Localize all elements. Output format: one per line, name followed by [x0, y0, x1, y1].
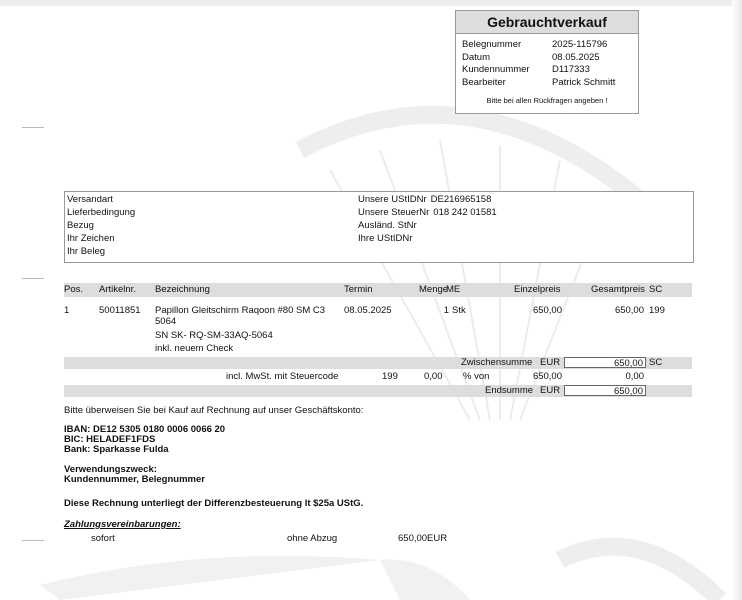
- info-steuernr: Unsere SteuerNr 018 242 01581: [358, 207, 497, 218]
- total-currency: EUR: [540, 385, 561, 396]
- row-desc-line1: Papillon Gleitschirm Raqoon #80 SM C3: [155, 305, 326, 316]
- fold-mark-bottom: [22, 540, 44, 541]
- subtotal-label: Zwischensumme: [461, 357, 533, 368]
- vat-label: incl. MwSt. mit Steuercode: [226, 371, 339, 382]
- info-ihre-ustidnr: Ihre UStIDNr: [358, 233, 413, 244]
- info-right-column: [358, 193, 497, 245]
- row-menge: 1: [443, 305, 449, 316]
- total-band: [64, 385, 692, 397]
- payment-intro: Bitte überweisen Sie bei Kauf auf Rechnung auf unser Geschäftskonto:: [64, 405, 364, 416]
- tax-note: Diese Rechnung unterliegt der Differenzbesteuerung lt $25a UStG.: [64, 498, 364, 509]
- row-termin: 08.05.2025: [344, 305, 392, 316]
- header-note: Bitte bei allen Rückfragen angeben !: [486, 96, 608, 105]
- info-ihr-beleg: Ihr Beleg: [67, 246, 106, 257]
- info-versandart: Versandart: [67, 194, 113, 205]
- info-auslaend-stnr: Ausländ. StNr: [358, 220, 417, 231]
- header-row-datum: Datum 08.05.2025: [462, 51, 600, 63]
- fold-mark-middle: [22, 278, 44, 279]
- col-bezeichnung: Bezeichnung: [155, 284, 210, 295]
- subtotal-sc: SC: [649, 357, 663, 368]
- terms-amount: 650,00EUR: [398, 533, 448, 544]
- fold-mark-top: [22, 127, 44, 128]
- row-desc-serial: SN SK- RQ-SM-33AQ-5064: [155, 330, 273, 341]
- vat-rate: 0,00: [424, 371, 443, 382]
- vat-von: % von: [463, 371, 490, 382]
- row-gesamtpreis: 650,00: [614, 305, 644, 316]
- purpose-value: Kundennummer, Belegnummer: [64, 474, 205, 485]
- row-artikelnr: 50011851: [99, 305, 141, 316]
- col-pos: Pos.: [64, 284, 84, 295]
- col-sc: SC: [649, 284, 663, 295]
- purpose-label: Verwendungszweck:: [64, 464, 157, 475]
- subtotal-currency: EUR: [540, 357, 561, 368]
- header-row-kundennummer: Kundennummer D117333: [462, 64, 590, 75]
- row-pos: 1: [64, 305, 70, 316]
- document-header-box: [455, 10, 639, 114]
- row-me: Stk: [452, 305, 466, 316]
- terms-mode: sofort: [91, 533, 115, 544]
- terms-heading: Zahlungsvereinbarungen:: [64, 519, 181, 530]
- col-me: ME: [446, 284, 461, 295]
- bank-name: Bank: Sparkasse Fulda: [64, 444, 169, 455]
- info-lieferbedingung: Lieferbedingung: [67, 207, 136, 218]
- bank-iban: IBAN: DE12 5305 0180 0006 0066 20: [64, 424, 226, 435]
- top-edge-shade: [0, 0, 742, 6]
- row-desc-line2: 5064: [155, 316, 177, 327]
- header-fields: [456, 34, 638, 105]
- total-value: 650,00: [564, 385, 646, 396]
- right-edge-shade: [732, 0, 742, 600]
- info-bezug: Bezug: [67, 220, 94, 231]
- vat-value: 0,00: [625, 371, 644, 382]
- col-einzelpreis: Einzelpreis: [514, 284, 561, 295]
- col-termin: Termin: [344, 284, 373, 295]
- document-title: Gebrauchtverkauf: [456, 11, 638, 34]
- bank-bic: BIC: HELADEF1FDS: [64, 434, 156, 445]
- header-row-belegnummer: Belegnummer 2025-115796: [462, 39, 608, 50]
- row-sc: 199: [649, 305, 665, 316]
- col-menge: Menge: [419, 284, 449, 295]
- info-left-column: [67, 193, 135, 258]
- vat-code: 199: [382, 371, 398, 382]
- items-table-header: [64, 283, 692, 297]
- subtotal-value: 650,00: [564, 357, 646, 368]
- header-row-bearbeiter: Bearbeiter Patrick Schmitt: [462, 76, 616, 88]
- info-ustidnr: Unsere UStIDNr DE216965158: [358, 194, 492, 205]
- vat-base: 650,00: [532, 371, 562, 382]
- col-gesamtpreis: Gesamtpreis: [591, 284, 645, 295]
- vat-line: [64, 371, 692, 383]
- row-desc-note: inkl. neuem Check: [155, 343, 234, 354]
- table-row: [64, 305, 692, 357]
- shipping-info-box: [64, 191, 694, 263]
- row-einzelpreis: 650,00: [532, 305, 562, 316]
- subtotal-band: [64, 357, 692, 369]
- col-artikelnr: Artikelnr.: [99, 284, 136, 295]
- total-label: Endsumme: [485, 385, 534, 396]
- info-ihr-zeichen: Ihr Zeichen: [67, 233, 115, 244]
- terms-discount: ohne Abzug: [287, 533, 338, 544]
